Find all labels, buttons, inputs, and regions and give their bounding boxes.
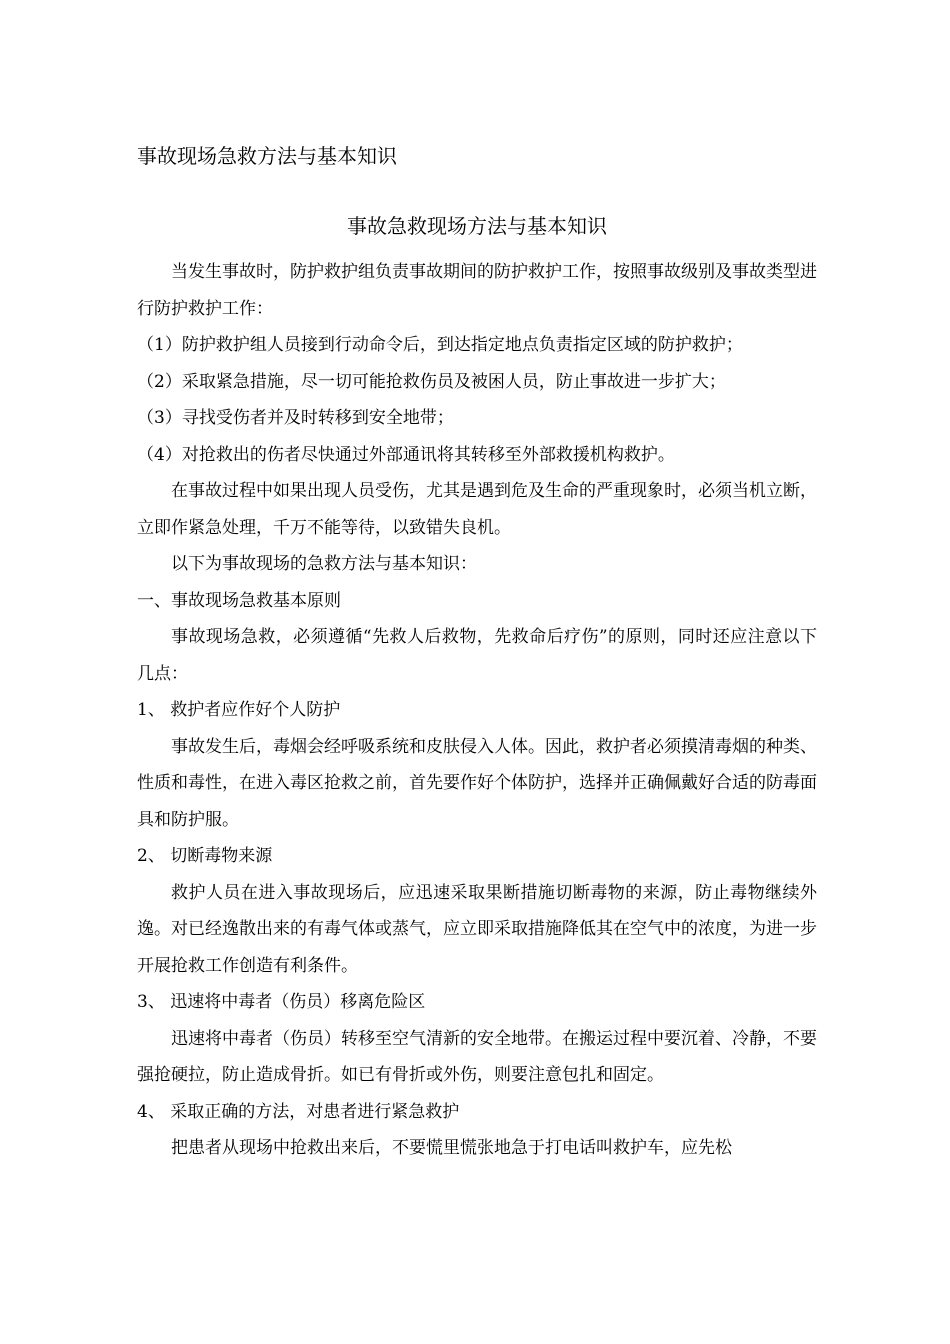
- paragraph-lead-in: 以下为事故现场的急救方法与基本知识：: [171, 554, 477, 574]
- document-title: 事故现场急救方法与基本知识: [137, 144, 397, 168]
- subheading-3: 3、 迅速将中毒者（伤员）移离危险区: [137, 992, 426, 1012]
- section-heading: 事故急救现场方法与基本知识: [347, 214, 607, 238]
- subheading-4: 4、 采取正确的方法，对患者进行紧急救护: [137, 1101, 460, 1122]
- paragraph-2: 救护人员在进入事故现场后，应迅速采取果断措施切断毒物的来源，防止毒物继续外逸。对已经逸散出来的有毒气体或蒸气，应立即采取措施降低其在空气中的浓度，为进一步开展抢救工作创造有利条件。: [137, 882, 817, 976]
- paragraph-intro: 当发生事故时，防护救护组负责事故期间的防护救护工作，按照事故级别及事故类型进行防护救护工作：: [137, 262, 817, 319]
- paragraph-1: 事故发生后，毒烟会经呼吸系统和皮肤侵入人体。因此，救护者必须摸清毒烟的种类、性质和毒性，在进入毒区抢救之前，首先要作好个体防护，选择并正确佩戴好合适的防毒面具和防护服。: [137, 736, 817, 830]
- list-item-1: （1）防护救护组人员接到行动命令后，到达指定地点负责指定区域的防护救护；: [137, 335, 743, 355]
- document-body: [137, 208, 817, 1167]
- subheading-1: 1、 救护者应作好个人防护: [137, 700, 341, 720]
- paragraph-4: 把患者从现场中抢救出来后，不要慌里慌张地急于打电话叫救护车，应先松: [171, 1138, 732, 1158]
- paragraph-injury: 在事故过程中如果出现人员受伤，尤其是遇到危及生命的严重现象时，必须当机立断，立即作紧急处理，千万不能等待，以致错失良机。: [137, 481, 817, 538]
- paragraph-3: 迅速将中毒者（伤员）转移至空气清新的安全地带。在搬运过程中要沉着、冷静，不要强抢硬拉，防止造成骨折。如已有骨折或外伤，则要注意包扎和固定。: [137, 1028, 817, 1085]
- list-item-4: （4）对抢救出的伤者尽快通过外部通讯将其转移至外部救援机构救护。: [137, 444, 675, 465]
- list-item-3: （3）寻找受伤者并及时转移到安全地带；: [137, 408, 454, 428]
- subheading-2: 2、 切断毒物来源: [137, 846, 273, 866]
- paragraph-principles: 事故现场急救，必须遵循“先救人后救物，先救命后疗伤”的原则，同时还应注意以下几点：: [137, 627, 817, 684]
- list-item-2: （2）采取紧急措施，尽一切可能抢救伤员及被困人员，防止事故进一步扩大；: [137, 371, 726, 392]
- section-heading-principles: 一、事故现场急救基本原则: [137, 590, 341, 611]
